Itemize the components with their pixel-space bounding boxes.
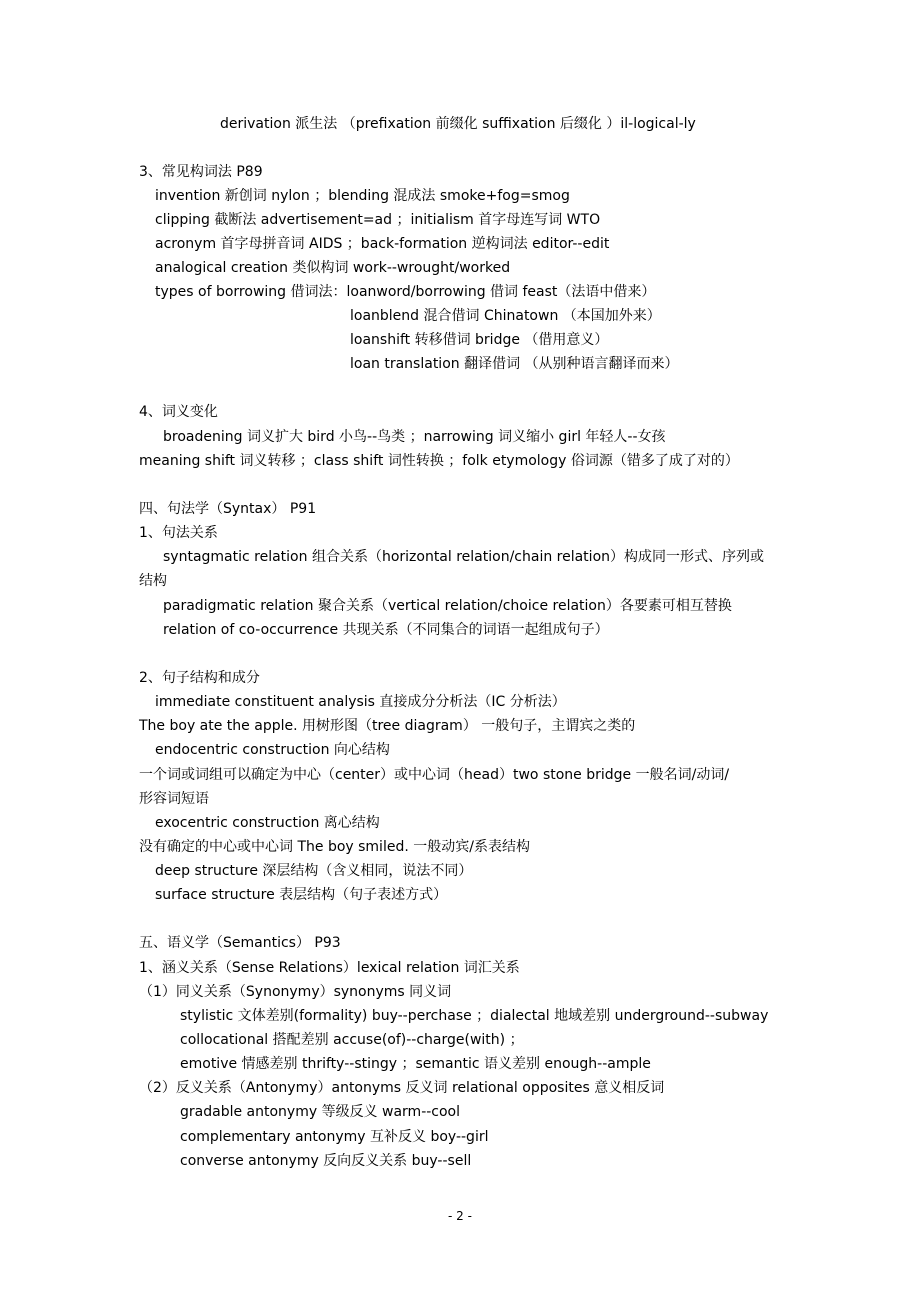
text-line: gradable antonymy 等级反义 warm--cool — [180, 1104, 461, 1120]
section-heading: 3、常见构词法 P89 — [139, 164, 263, 180]
text-line: complementary antonymy 互补反义 boy--girl — [180, 1129, 489, 1145]
text-line: loanblend 混合借词 Chinatown （本国加外来） — [350, 308, 661, 324]
text-line: clipping 截断法 advertisement=ad ；initialism 首字母连写词 WTO — [155, 212, 601, 228]
text-line: 没有确定的中心或中心词 The boy smiled. 一般动宾/系表结构 — [139, 839, 530, 855]
text-line: 一个词或词组可以确定为中心（center）或中心词（head）two stone bridge 一般名词/动词/ — [139, 767, 730, 783]
text-line: paradigmatic relation 聚合关系（vertical relation/choice relation）各要素可相互替换 — [163, 598, 732, 614]
section-heading: 五、语义学（Semantics） P93 — [139, 935, 341, 951]
text-line: loan translation 翻译借词 （从别种语言翻译而来） — [350, 356, 679, 372]
text-line: The boy ate the apple. 用树形图（tree diagram） 一般句子，主谓宾之类的 — [139, 718, 636, 734]
text-line: syntagmatic relation 组合关系（horizontal relation/chain relation）构成同一形式、序列或 — [163, 549, 765, 565]
text-line: immediate constituent analysis 直接成分分析法（IC 分析法） — [155, 694, 566, 710]
text-line: converse antonymy 反向反义关系 buy--sell — [180, 1153, 472, 1169]
text-line: acronym 首字母拼音词 AIDS ；back-formation 逆构词法 editor--edit — [155, 236, 610, 252]
subsection-heading: （2）反义关系（Antonymy）antonyms 反义词 relational opposites 意义相反词 — [139, 1080, 665, 1096]
text-line: 形容词短语 — [139, 791, 209, 807]
text-line: surface structure 表层结构（句子表述方式） — [155, 887, 448, 903]
text-line: meaning shift 词义转移 ；class shift 词性转换 ；folk etymology 俗词源（错多了成了对的） — [139, 453, 739, 469]
subsection-heading: （1）同义关系（Synonymy）synonyms 同义词 — [139, 984, 452, 1000]
text-line: exocentric construction 离心结构 — [155, 815, 380, 831]
text-line: broadening 词义扩大 bird 小鸟--鸟类 ；narrowing 词义缩小 girl 年轻人--女孩 — [163, 429, 666, 445]
text-line: stylistic 文体差别(formality) buy--perchase ；dialectal 地域差别 underground--subway — [180, 1008, 769, 1024]
page-number: - 2 - — [448, 1209, 472, 1223]
subsection-heading: 2、句子结构和成分 — [139, 670, 260, 686]
text-line: endocentric construction 向心结构 — [155, 742, 390, 758]
section-heading: 四、句法学（Syntax） P91 — [139, 501, 317, 517]
text-line: invention 新创词 nylon ；blending 混成法 smoke+fog=smog — [155, 188, 570, 204]
text-line: relation of co-occurrence 共现关系（不同集合的词语一起组成句子） — [163, 622, 609, 638]
text-line: emotive 情感差别 thrifty--stingy ；semantic 语义差别 enough--ample — [180, 1056, 651, 1072]
text-line: collocational 搭配差别 accuse(of)--charge(with) ； — [180, 1032, 524, 1048]
subsection-heading: 1、句法关系 — [139, 525, 218, 541]
text-line: deep structure 深层结构（含义相同，说法不同） — [155, 863, 473, 879]
text-line: analogical creation 类似构词 work--wrought/worked — [155, 260, 511, 276]
section-heading: 4、词义变化 — [139, 404, 218, 420]
text-line: loanshift 转移借词 bridge （借用意义） — [350, 332, 609, 348]
text-line: types of borrowing 借词法：loanword/borrowing 借词 feast（法语中借来） — [155, 284, 656, 300]
text-line: derivation 派生法 （prefixation 前缀化 suffixation 后缀化 ）il-logical-ly — [220, 116, 696, 132]
subsection-heading: 1、涵义关系（Sense Relations）lexical relation 词汇关系 — [139, 960, 520, 976]
text-line: 结构 — [139, 573, 167, 589]
